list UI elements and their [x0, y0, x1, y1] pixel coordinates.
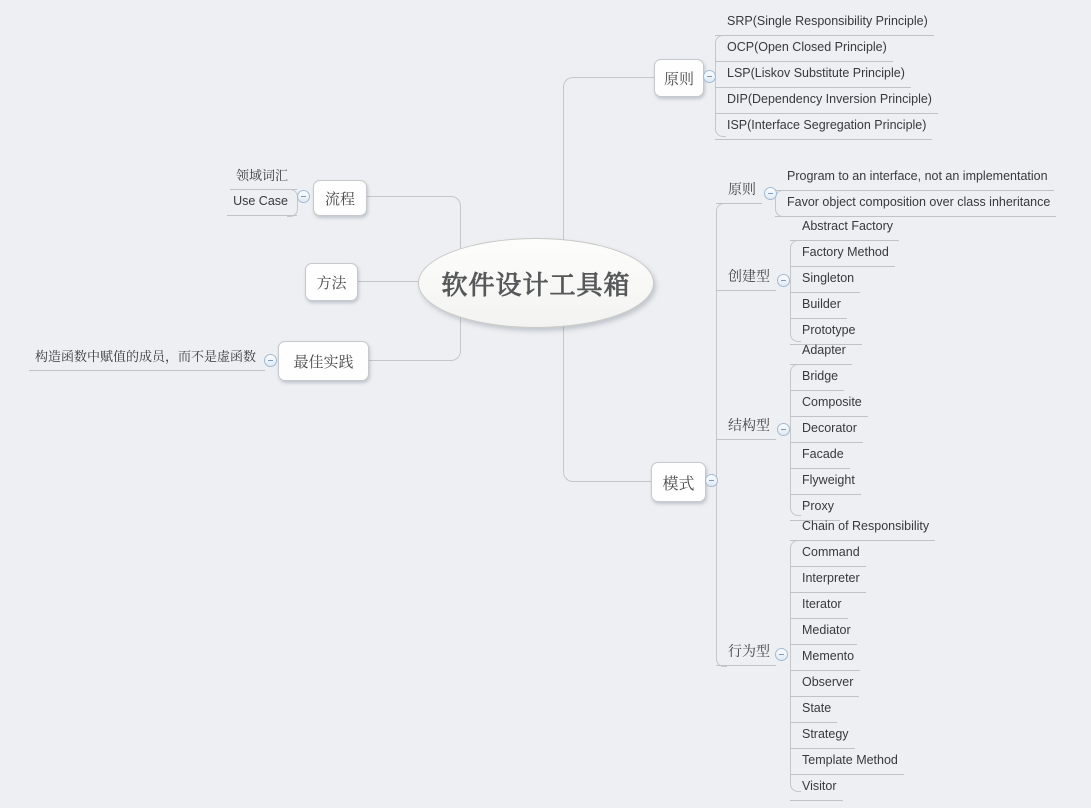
pattern-item[interactable]: Builder: [790, 293, 847, 319]
principle-item[interactable]: SRP(Single Responsibility Principle): [715, 10, 934, 36]
minus-glyph: [707, 76, 712, 77]
pattern-item[interactable]: Facade: [790, 443, 850, 469]
pattern-item[interactable]: Template Method: [790, 749, 904, 775]
collapse-icon[interactable]: [705, 474, 718, 487]
best-practice-children: [14, 345, 265, 371]
process-item[interactable]: Use Case: [227, 190, 297, 216]
collapse-icon[interactable]: [764, 187, 777, 200]
patterns-group-principles[interactable]: 原则: [716, 178, 762, 204]
pattern-item[interactable]: Composite: [790, 391, 868, 417]
minus-glyph: [301, 196, 306, 197]
minus-glyph: [768, 193, 773, 194]
pattern-item[interactable]: Strategy: [790, 723, 855, 749]
patterns-group-structural[interactable]: 结构型: [716, 414, 776, 440]
process-children: [97, 164, 297, 216]
minus-glyph: [779, 654, 784, 655]
principle-item[interactable]: LSP(Liskov Substitute Principle): [715, 62, 911, 88]
pattern-item[interactable]: Chain of Responsibility: [790, 515, 935, 541]
pattern-item[interactable]: Favor object composition over class inheritance: [775, 191, 1056, 217]
minus-glyph: [709, 480, 714, 481]
principle-item[interactable]: OCP(Open Closed Principle): [715, 36, 893, 62]
pattern-item[interactable]: Factory Method: [790, 241, 895, 267]
pattern-item[interactable]: Singleton: [790, 267, 860, 293]
collapse-icon[interactable]: [264, 354, 277, 367]
minus-glyph: [781, 280, 786, 281]
pattern-item[interactable]: Decorator: [790, 417, 863, 443]
central-topic[interactable]: 软件设计工具箱: [418, 238, 654, 328]
pattern-item[interactable]: Bridge: [790, 365, 844, 391]
behavioral-children: [790, 515, 935, 801]
pattern-item[interactable]: Visitor: [790, 775, 843, 801]
pattern-item[interactable]: State: [790, 697, 837, 723]
pattern-item[interactable]: Command: [790, 541, 866, 567]
pattern-item[interactable]: Memento: [790, 645, 860, 671]
collapse-icon[interactable]: [777, 274, 790, 287]
pattern-item[interactable]: Program to an interface, not an implementation: [775, 165, 1054, 191]
pattern-item[interactable]: Prototype: [790, 319, 862, 345]
topic-process[interactable]: 流程: [313, 180, 367, 216]
pattern-item[interactable]: Iterator: [790, 593, 848, 619]
topic-principles[interactable]: 原则: [654, 59, 704, 97]
collapse-icon[interactable]: [777, 423, 790, 436]
principle-item[interactable]: DIP(Dependency Inversion Principle): [715, 88, 938, 114]
patterns-group-behavioral[interactable]: 行为型: [716, 640, 776, 666]
topic-method[interactable]: 方法: [305, 263, 358, 301]
collapse-icon[interactable]: [297, 190, 310, 203]
pattern-item[interactable]: Observer: [790, 671, 859, 697]
patterns-group-creational[interactable]: 创建型: [716, 265, 776, 291]
pattern-item[interactable]: Proxy: [790, 495, 840, 521]
pattern-item[interactable]: Adapter: [790, 339, 852, 365]
pattern-principles-children: [775, 165, 1056, 217]
minus-glyph: [268, 360, 273, 361]
pattern-item[interactable]: Mediator: [790, 619, 857, 645]
collapse-icon[interactable]: [703, 70, 716, 83]
best-practice-item[interactable]: 构造函数中赋值的成员，而不是虚函数: [29, 345, 265, 371]
pattern-item[interactable]: Flyweight: [790, 469, 861, 495]
collapse-icon[interactable]: [775, 648, 788, 661]
topic-patterns[interactable]: 模式: [651, 462, 706, 502]
principles-children: [715, 10, 938, 140]
minus-glyph: [781, 429, 786, 430]
principle-item[interactable]: ISP(Interface Segregation Principle): [715, 114, 932, 140]
process-item[interactable]: 领域词汇: [230, 164, 297, 190]
topic-best-practice[interactable]: 最佳实践: [278, 341, 369, 381]
pattern-item[interactable]: Interpreter: [790, 567, 866, 593]
creational-children: [790, 215, 899, 345]
pattern-item[interactable]: Abstract Factory: [790, 215, 899, 241]
structural-children: [790, 339, 868, 521]
